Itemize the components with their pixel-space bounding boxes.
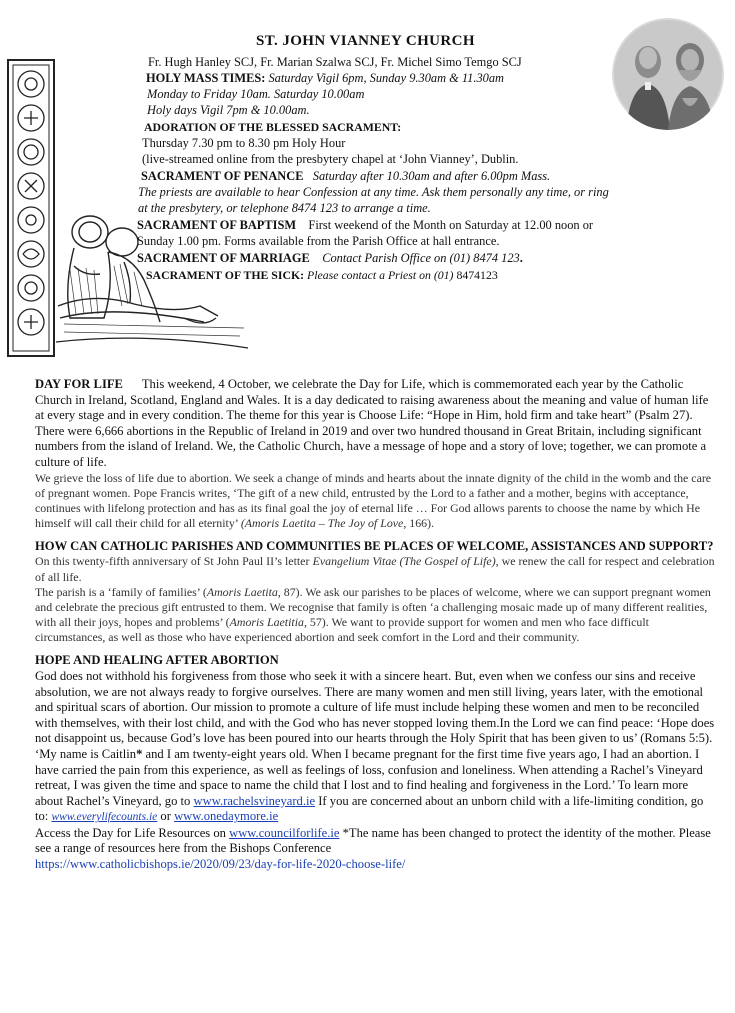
- welcome-p1: [35, 539, 715, 586]
- penance-times: Saturday after 10.30am and after 6.00pm Mass.: [312, 169, 551, 183]
- rachels-vineyard-link[interactable]: www.rachelsvineyard.ie: [193, 793, 316, 808]
- penance-note-2: at the presbytery, or telephone 8474 123 to arrange a time.: [138, 201, 431, 215]
- holy-day-mass-times: Holy days Vigil 7pm & 10.00am.: [147, 103, 310, 117]
- healing-heading: [35, 653, 715, 669]
- bulletin-body: [35, 377, 715, 873]
- welcome-p2-cite2: Amoris Laetitia: [229, 615, 304, 630]
- day-for-life-p1: [35, 377, 715, 424]
- welcome-p2-b: , 87). We ask our parishes to be places of welcome, where we can support pregnant women and celebrate the precious gift entrusted to them. We recognise that family is often ‘a challenging mosaic made up of many different realities, with all their joys, hopes and problems’ (: [35, 585, 711, 630]
- healing-p1-a: God does not withhold his forgiveness from those who seek it with a sincere heart. But, even when we confess our sins and receive absolution, we are not always ready to forgive ourselves. There are many women and men still living, years later, with the emotional and spiritual scars of abortion. Our mission to promote a culture of life must include helping these women and men to be reconciled with themselves, with their lost child, and with the God who has never stopped loving them.In the Lord we can find peace: ‘Hope does not disappoint us, because God’s love has been poured into our hearts through the Holy Spirit that has been given to us’ (Romans 5:5). ‘My name is Caitlin: [35, 668, 715, 761]
- healing-p1-e: *The name has been changed to protect the identity of the mother. Please see a range of resources here from the Bishops Conference: [35, 825, 711, 856]
- weekday-mass-times: Monday to Friday 10am. Saturday 10.00am: [147, 87, 365, 101]
- day-for-life-p2: There were 6,666 abortions in the Republic of Ireland in 2019 and over two hundred thousand in Great Britain, including significant numbers from the island of Ireland. We, the Catholic Church, have a message of hope and a story of love; together, we can promote a culture of life.: [35, 423, 707, 469]
- sick-contact: Please contact a Priest on (01): [307, 268, 454, 282]
- welcome-p2-a: The parish is a ‘family of families’ (: [35, 585, 207, 600]
- baptism-line: [137, 218, 593, 233]
- healing-p1-c: If you are concerned about an unborn child with a life-limiting condition, go to:: [35, 793, 704, 824]
- welcome-p1-a: On this twenty-fifth anniversary of St John Paul II’s letter: [35, 554, 310, 569]
- day-for-life-quote: We grieve the loss of life due to abortion. We seek a change of minds and hearts about the innate dignity of the child in the womb and the care of pregnant women. Pope Francis writes, ‘The gift of a new child, entrusted by the Lord to a father and a mother, begins with acceptance, continues with lifelong protection and has as its final goal the joy of eternal life … For God allows parents to choose the name by which He himself will call their child for all eternity’: [35, 470, 712, 530]
- healing-p1-d: Access the Day for Life Resources on: [35, 825, 226, 840]
- adoration-livestream: (live-streamed online from the presbytery chapel at ‘John Vianney’, Dublin.: [142, 152, 519, 166]
- healing-heading-text: HOPE AND HEALING AFTER ABORTION: [35, 653, 279, 668]
- day-for-life-p3: [35, 471, 715, 531]
- marriage-contact: Contact Parish Office on (01) 8474 123: [322, 251, 520, 265]
- sick-label: SACRAMENT OF THE SICK:: [146, 268, 305, 282]
- parish-header: [0, 0, 735, 365]
- penance-line: [141, 169, 550, 184]
- councilforlife-link[interactable]: www.councilforlife.ie: [229, 825, 340, 840]
- welcome-p1-b: , we renew the call for respect and celebration of all life.: [35, 554, 715, 584]
- mass-times-line: [146, 71, 504, 86]
- everylifecounts-link[interactable]: www.everylifecounts.ie: [51, 811, 158, 824]
- marriage-end: .: [519, 251, 523, 265]
- onedaymore-link[interactable]: www.onedaymore.ie: [174, 809, 279, 824]
- day-for-life-heading: DAY FOR LIFE: [35, 377, 123, 391]
- welcome-p1-italic: Evangelium Vitae (The Gospel of Life): [312, 554, 496, 569]
- penance-label: SACRAMENT OF PENANCE: [141, 169, 304, 183]
- mass-times-value: Saturday Vigil 6pm, Sunday 9.30am & 11.30am: [268, 71, 504, 85]
- welcome-p2-c: , 57). We want to provide support for women and men who face difficult circumstances, as well as those who have experienced abortion and seek comfort in the Lord and their community.: [35, 615, 649, 645]
- day-for-life-intro: This weekend, 4 October, we celebrate the Day for Life, which is commemorated each year by the Catholic Church in Ireland, Scotland, England and Wales. It is a day dedicated to raising awareness about the meaning and value of human life at every stage and in every condition. The theme for this year is Choose Life: “Hope in Him, hold firm and take heart” (Psalm 27).: [35, 377, 709, 423]
- welcome-p2-cite1: Amoris Laetita: [206, 585, 278, 600]
- healing-or: or: [157, 809, 175, 824]
- marriage-line: [137, 251, 523, 266]
- welcome-p2: [35, 585, 715, 645]
- healing-p1-b: and I am twenty-eight years old. When I became pregnant for the first time five years ago, I had an abortion. I have carried the pain from this experience, as well as feelings of loss, confusion and loneliness. When attending a Rachel’s Vineyard retreat, I was given the time and space to name the child that I lost and to find healing and forgiveness in the Lord.’ To learn more about Rachel’s Vineyard, go to: [35, 746, 703, 808]
- adoration-time: Thursday 7.30 pm to 8.30 pm Holy Hour: [142, 136, 346, 150]
- church-name: ST. JOHN VIANNEY CHURCH: [256, 33, 475, 49]
- marriage-label: SACRAMENT OF MARRIAGE: [137, 251, 310, 265]
- bishops-conference-link[interactable]: https://www.catholicbishops.ie/2020/09/23/day-for-life-2020-choose-life/: [35, 857, 406, 872]
- healing-star: *: [136, 746, 143, 761]
- saint-portrait-image: [612, 18, 724, 130]
- baptism-text-1: First weekend of the Month on Saturday at 12.00 noon or: [308, 218, 594, 232]
- welcome-heading: HOW CAN CATHOLIC PARISHES AND COMMUNITIES BE PLACES OF WELCOME, ASSISTANCES AND SUPPORT?: [35, 538, 714, 553]
- sick-line: [146, 268, 498, 283]
- adoration-label: ADORATION OF THE BLESSED SACRAMENT:: [144, 120, 402, 134]
- baptism-text-2: Sunday 1.00 pm. Forms available from the Parish Office at hall entrance.: [137, 234, 500, 248]
- day-for-life-citation: (Amoris Laetita – The Joy of Love: [240, 515, 404, 530]
- baptism-label: SACRAMENT OF BAPTISM: [137, 218, 297, 232]
- sick-phone: 8474123: [456, 268, 498, 282]
- priests-list: Fr. Hugh Hanley SCJ, Fr. Marian Szalwa SCJ, Fr. Michel Simo Temgo SCJ: [148, 55, 522, 69]
- penance-note-1: The priests are available to hear Confession at any time. Ask them personally any time, or ring: [138, 185, 609, 199]
- healing-p1: [35, 669, 715, 873]
- day-for-life-citation-end: , 166).: [403, 515, 435, 530]
- mass-times-label: HOLY MASS TIMES:: [146, 71, 266, 85]
